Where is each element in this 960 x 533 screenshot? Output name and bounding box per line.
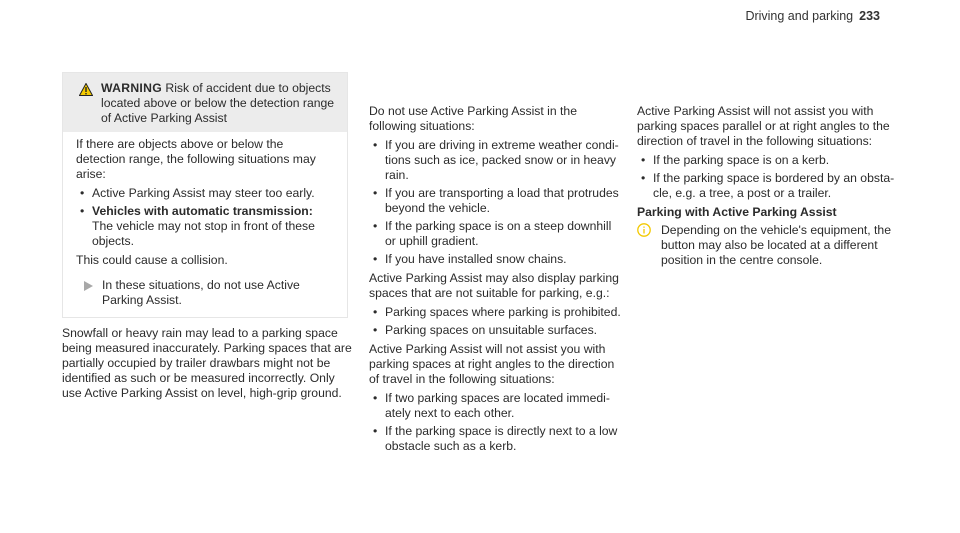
- list-item: • If you are transporting a load that protrudes beyond the vehicle.: [373, 186, 619, 215]
- bullet-list: [369, 138, 624, 267]
- warning-header: [63, 73, 347, 132]
- list-item: • If two parking spaces are located immediately next to each other.: [373, 391, 610, 420]
- warning-list: [76, 186, 335, 249]
- page-number: 233: [859, 9, 880, 23]
- action-text: In these situations, do not use Active Parking Assist.: [102, 278, 300, 307]
- warning-box: [62, 72, 348, 318]
- column-1-text: [62, 326, 357, 405]
- paragraph: Active Parking Assist will not assist you with parking spaces parallel or at right angles to the direction of travel in the following situations:: [637, 104, 890, 148]
- warning-action: [76, 278, 335, 308]
- section-title: Driving and parking: [745, 9, 854, 23]
- list-item: • If the parking space is bordered by an obstacle, e.g. a tree, a post or a trailer.: [641, 171, 895, 200]
- paragraph: Active Parking Assist may also display parking spaces that are not suitable for parking, e.g.:: [369, 271, 619, 300]
- warning-title: Risk of accident due to objects located above or below the detection range of Active Parking Assist: [101, 81, 335, 125]
- warning-triangle-icon: [79, 83, 93, 96]
- column-2: [369, 104, 624, 458]
- paragraph: Snowfall or heavy rain may lead to a parking space being measured inaccurately. Parking spaces that are partially occupied by trailer drawbars might not be identified as such or be measured incorrectly. Only use Active Parking Assist on level, high-grip ground.: [62, 326, 352, 400]
- list-item: • Parking spaces on unsuitable surfaces.: [373, 323, 598, 337]
- column-3: [637, 104, 897, 268]
- warning-label: WARNING: [101, 81, 163, 95]
- section-heading: Parking with Active Parking Assist: [637, 205, 837, 219]
- page-header: [745, 9, 880, 24]
- bullet: •: [80, 204, 85, 218]
- bullet-list: [637, 153, 897, 201]
- paragraph: Active Parking Assist will not assist you with parking spaces at right angles to the direction of travel in the following situations:: [369, 342, 615, 386]
- warning-intro: If there are objects above or below the detection range, the following situations may arise:: [76, 137, 316, 181]
- warning-consequence: This could cause a collision.: [76, 253, 228, 267]
- list-item: • If you have installed snow chains.: [373, 252, 567, 266]
- list-item: • If you are driving in extreme weather conditions such as ice, packed snow or in heavy rain.: [373, 138, 619, 182]
- list-item: • If the parking space is directly next to a low obstacle such as a kerb.: [373, 424, 618, 453]
- info-icon: [637, 223, 651, 237]
- paragraph: Do not use Active Parking Assist in the following situations:: [369, 104, 577, 133]
- list-item: • Active Parking Assist may steer too early.: [80, 186, 315, 200]
- bullet-list: [369, 305, 624, 338]
- list-item: • Parking spaces where parking is prohibited.: [373, 305, 621, 319]
- action-arrow-icon: [84, 281, 93, 291]
- list-item: • Vehicles with automatic transmission: The vehicle may not stop in front of these objects.: [80, 204, 315, 248]
- bullet: •: [80, 186, 85, 200]
- list-item: • If the parking space is on a kerb.: [641, 153, 830, 167]
- note-text: Depending on the vehicle's equipment, the button may also be located at a different position in the centre console.: [661, 223, 891, 267]
- list-item: • If the parking space is on a steep downhill or uphill gradient.: [373, 219, 612, 248]
- warning-body: [63, 132, 347, 308]
- info-note: [637, 223, 897, 268]
- bullet-list: [369, 391, 624, 454]
- bold-term: Vehicles with automatic transmission:: [92, 204, 313, 218]
